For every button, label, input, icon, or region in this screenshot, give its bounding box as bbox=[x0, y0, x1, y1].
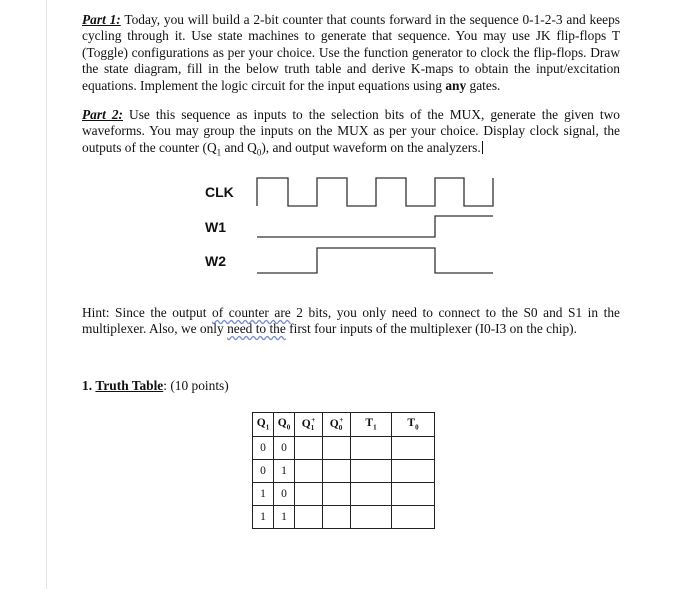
page-edge bbox=[46, 0, 47, 589]
q1-subscript: 1 bbox=[216, 147, 222, 158]
table-cell: 1 bbox=[253, 506, 274, 529]
hint-c: first four inputs of the multiplexer (I0-I3 on the chip). bbox=[285, 321, 577, 337]
hint-a: Hint: Since the output bbox=[82, 305, 212, 320]
table-cell: 0 bbox=[253, 460, 274, 483]
hint-paragraph bbox=[82, 305, 620, 338]
hint-grammar-flag-2: need to the bbox=[227, 321, 286, 337]
w1-waveform bbox=[257, 216, 493, 237]
clk-waveform bbox=[257, 178, 493, 206]
col-header-q1-next: $Q_1^+$ bbox=[295, 413, 323, 437]
table-cell bbox=[351, 483, 392, 506]
truth-table-number: 1. bbox=[82, 378, 93, 393]
table-row bbox=[253, 460, 435, 483]
table-cell bbox=[351, 506, 392, 529]
table-cell bbox=[323, 437, 351, 460]
col-header-t0: $T_0$ bbox=[392, 413, 435, 437]
col-header-q1: $Q_1$ bbox=[253, 413, 274, 437]
table-cell bbox=[323, 483, 351, 506]
table-cell bbox=[351, 460, 392, 483]
part2-mid: and Q bbox=[221, 139, 257, 155]
truth-table bbox=[252, 412, 435, 529]
truth-table-suffix: : (10 points) bbox=[163, 378, 229, 393]
q0-subscript: 0 bbox=[256, 147, 262, 158]
table-cell bbox=[351, 437, 392, 460]
part2-text: Use this sequence as inputs to the selection bits of the MUX, generate the given two waveforms. You may group the inputs on the MUX as per your choice. Display clock signal, the outputs of the counter (Q bbox=[82, 107, 620, 155]
table-row bbox=[253, 506, 435, 529]
truth-table-header-row bbox=[253, 413, 435, 437]
part2-paragraph bbox=[82, 107, 620, 161]
w2-waveform bbox=[257, 248, 493, 273]
table-row bbox=[253, 483, 435, 506]
text-cursor bbox=[482, 141, 483, 154]
table-cell bbox=[295, 506, 323, 529]
hint-grammar-flag-1: of counter are bbox=[212, 305, 291, 320]
truth-table-heading bbox=[82, 378, 229, 394]
part1-paragraph bbox=[82, 12, 620, 94]
table-row bbox=[253, 437, 435, 460]
col-header-t1: $T_1$ bbox=[351, 413, 392, 437]
table-cell: 1 bbox=[253, 483, 274, 506]
table-cell bbox=[392, 483, 435, 506]
part1-text: Today, you will build a 2-bit counter that counts forward in the sequence 0-1-2-3 and keeps cycling through it. Use state machines to generate that sequence. You may use JK flip-flops T (Toggle) configurations as per your choice. Use the function generator to clock the flip-flops. Draw the state diagram, fill in the below truth table and derive K-maps to obtain the input/excitation equations. Implement the logic circuit for the input equations using bbox=[82, 12, 621, 93]
table-cell: 0 bbox=[274, 483, 295, 506]
table-cell bbox=[323, 460, 351, 483]
col-header-q0: $Q_0$ bbox=[274, 413, 295, 437]
part1-label: Part 1: bbox=[82, 12, 121, 27]
table-cell bbox=[295, 460, 323, 483]
part2-end: ), and output waveform on the analyzers. bbox=[261, 139, 481, 155]
table-cell bbox=[392, 460, 435, 483]
hint-b: 2 bits, you only need to connect to the S0 and S1 in the multiplexer. Also, we only bbox=[82, 305, 620, 337]
waveform-diagram bbox=[250, 172, 502, 282]
table-cell bbox=[392, 506, 435, 529]
part1-emphasis: any bbox=[445, 77, 467, 93]
table-cell bbox=[295, 483, 323, 506]
table-cell: 1 bbox=[274, 506, 295, 529]
clk-label: CLK bbox=[205, 184, 234, 200]
part1-end: gates. bbox=[466, 77, 501, 93]
w2-label: W2 bbox=[205, 253, 226, 269]
table-cell bbox=[295, 437, 323, 460]
truth-table-title: Truth Table bbox=[95, 378, 164, 393]
table-cell: 0 bbox=[253, 437, 274, 460]
part2-label: Part 2: bbox=[82, 107, 123, 122]
table-cell: 0 bbox=[274, 437, 295, 460]
table-cell: 1 bbox=[274, 460, 295, 483]
table-cell bbox=[323, 506, 351, 529]
w1-label: W1 bbox=[205, 219, 226, 235]
col-header-q0-next: $Q_0^+$ bbox=[323, 413, 351, 437]
table-cell bbox=[392, 437, 435, 460]
